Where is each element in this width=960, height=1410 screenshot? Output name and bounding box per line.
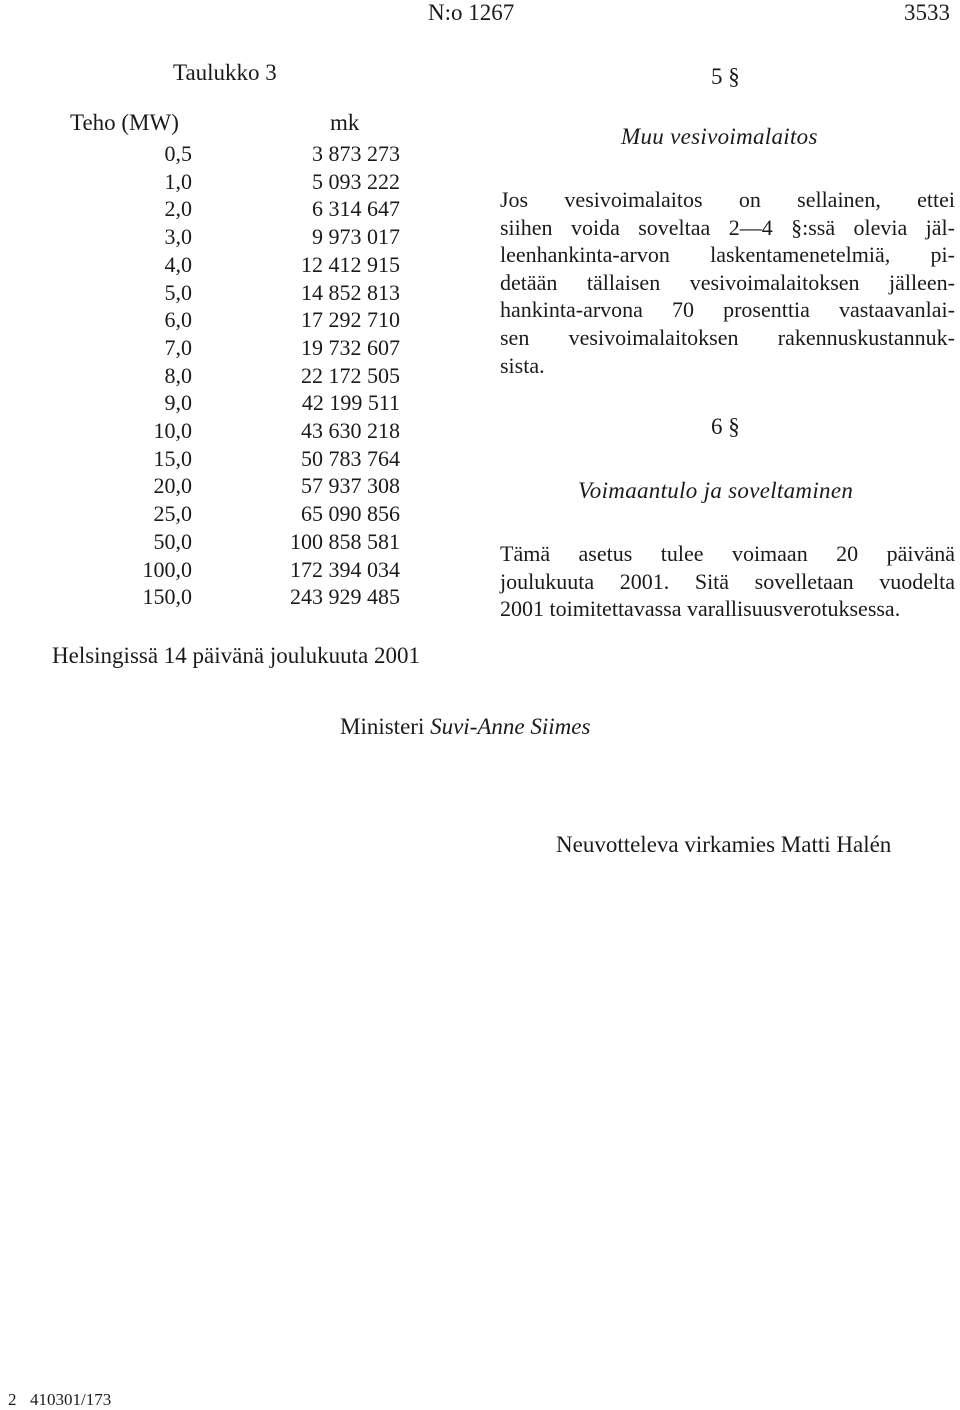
power-cell: 2,0 [164,196,192,222]
mk-cell: 65 090 856 [301,501,400,527]
mk-cell: 6 314 647 [312,196,400,222]
table-row [40,140,420,168]
footer-page: 2 [8,1390,17,1409]
paragraph-line: detään tällaisen vesivoimalaitoksen jälleen- [500,269,955,295]
section-5-number: 5 § [711,64,740,89]
paragraph-line: 2001 toimitettavassa varallisuusverotuksessa. [500,596,901,622]
power-cell: 25,0 [153,501,192,527]
power-cell: 50,0 [153,528,192,554]
table-row [40,583,420,611]
power-cell: 7,0 [164,334,192,360]
paragraph-line: sen vesivoimalaitoksen rakennuskustannuk- [500,324,955,350]
paragraph-line: siihen voida soveltaa 2—4 §:ssä olevia jäl- [500,214,955,240]
mk-cell: 19 732 607 [301,334,400,360]
minister-signature [340,714,590,740]
power-cell: 100,0 [142,556,192,582]
section-6-paragraph [500,540,955,623]
table-row [40,334,420,362]
mk-cell: 12 412 915 [301,251,400,277]
table-row [40,472,420,500]
mk-cell: 17 292 710 [301,307,400,333]
table-row [40,556,420,584]
mk-cell: 43 630 218 [301,418,400,443]
table-row [40,500,420,528]
table-header-power: Teho (MW) [70,110,179,135]
paragraph-line: sista. [500,352,545,378]
footer-code: 410301/173 [30,1390,112,1409]
paragraph-line: Tämä asetus tulee voimaan 20 päivänä [500,541,955,566]
section-5-paragraph [500,186,955,379]
power-cell: 9,0 [164,390,192,416]
power-cell: 150,0 [142,584,192,610]
power-cell: 4,0 [164,251,192,277]
power-cell: 15,0 [153,445,192,471]
power-cell: 20,0 [153,473,192,499]
power-cell: 0,5 [164,141,192,166]
table-row [40,528,420,556]
mk-cell: 50 783 764 [301,445,400,471]
paragraph-line: joulukuuta 2001. Sitä sovelletaan vuodelta [500,568,955,594]
section-6-number: 6 § [711,414,740,439]
mk-cell: 22 172 505 [301,362,400,388]
official-signature: Neuvotteleva virkamies Matti Halén [556,832,892,857]
mk-cell: 3 873 273 [312,141,400,166]
table-row [40,445,420,473]
paragraph-line: leenhankinta-arvon laskentamenetelmiä, pi- [500,242,955,268]
minister-title: Ministeri [340,714,425,739]
mk-cell: 9 973 017 [312,224,400,250]
power-cell: 1,0 [164,168,192,194]
minister-name: Suvi-Anne Siimes [430,714,591,739]
section-5-title: Muu vesivoimalaitos [621,124,818,149]
mk-cell: 100 858 581 [290,528,400,554]
header-document-number: N:o 1267 [428,0,515,25]
table-title: Taulukko 3 [173,60,277,85]
place-and-date: Helsingissä 14 päivänä joulukuuta 2001 [52,643,420,668]
table-row [40,362,420,390]
section-6-title: Voimaantulo ja soveltaminen [578,478,854,503]
table-row [40,223,420,251]
power-cell: 3,0 [164,224,192,250]
table-row [40,279,420,307]
paragraph-line: hankinta-arvona 70 prosenttia vastaavanlai- [500,297,955,323]
power-cell: 5,0 [164,279,192,305]
table-row [40,389,420,417]
table-row [40,168,420,196]
mk-cell: 5 093 222 [312,168,400,194]
mk-cell: 243 929 485 [290,584,400,610]
table-row [40,417,420,445]
power-cell: 10,0 [153,418,192,443]
paragraph-line: Jos vesivoimalaitos on sellainen, ettei [500,187,955,212]
mk-cell: 172 394 034 [290,556,400,582]
header-page-number: 3533 [904,0,950,25]
table-header-mk: mk [330,110,360,135]
mk-cell: 57 937 308 [301,473,400,499]
mk-cell: 14 852 813 [301,279,400,305]
table-row [40,251,420,279]
mk-cell: 42 199 511 [301,390,400,416]
power-cell: 6,0 [164,307,192,333]
power-cell: 8,0 [164,362,192,388]
table-row [40,195,420,223]
table-row [40,306,420,334]
